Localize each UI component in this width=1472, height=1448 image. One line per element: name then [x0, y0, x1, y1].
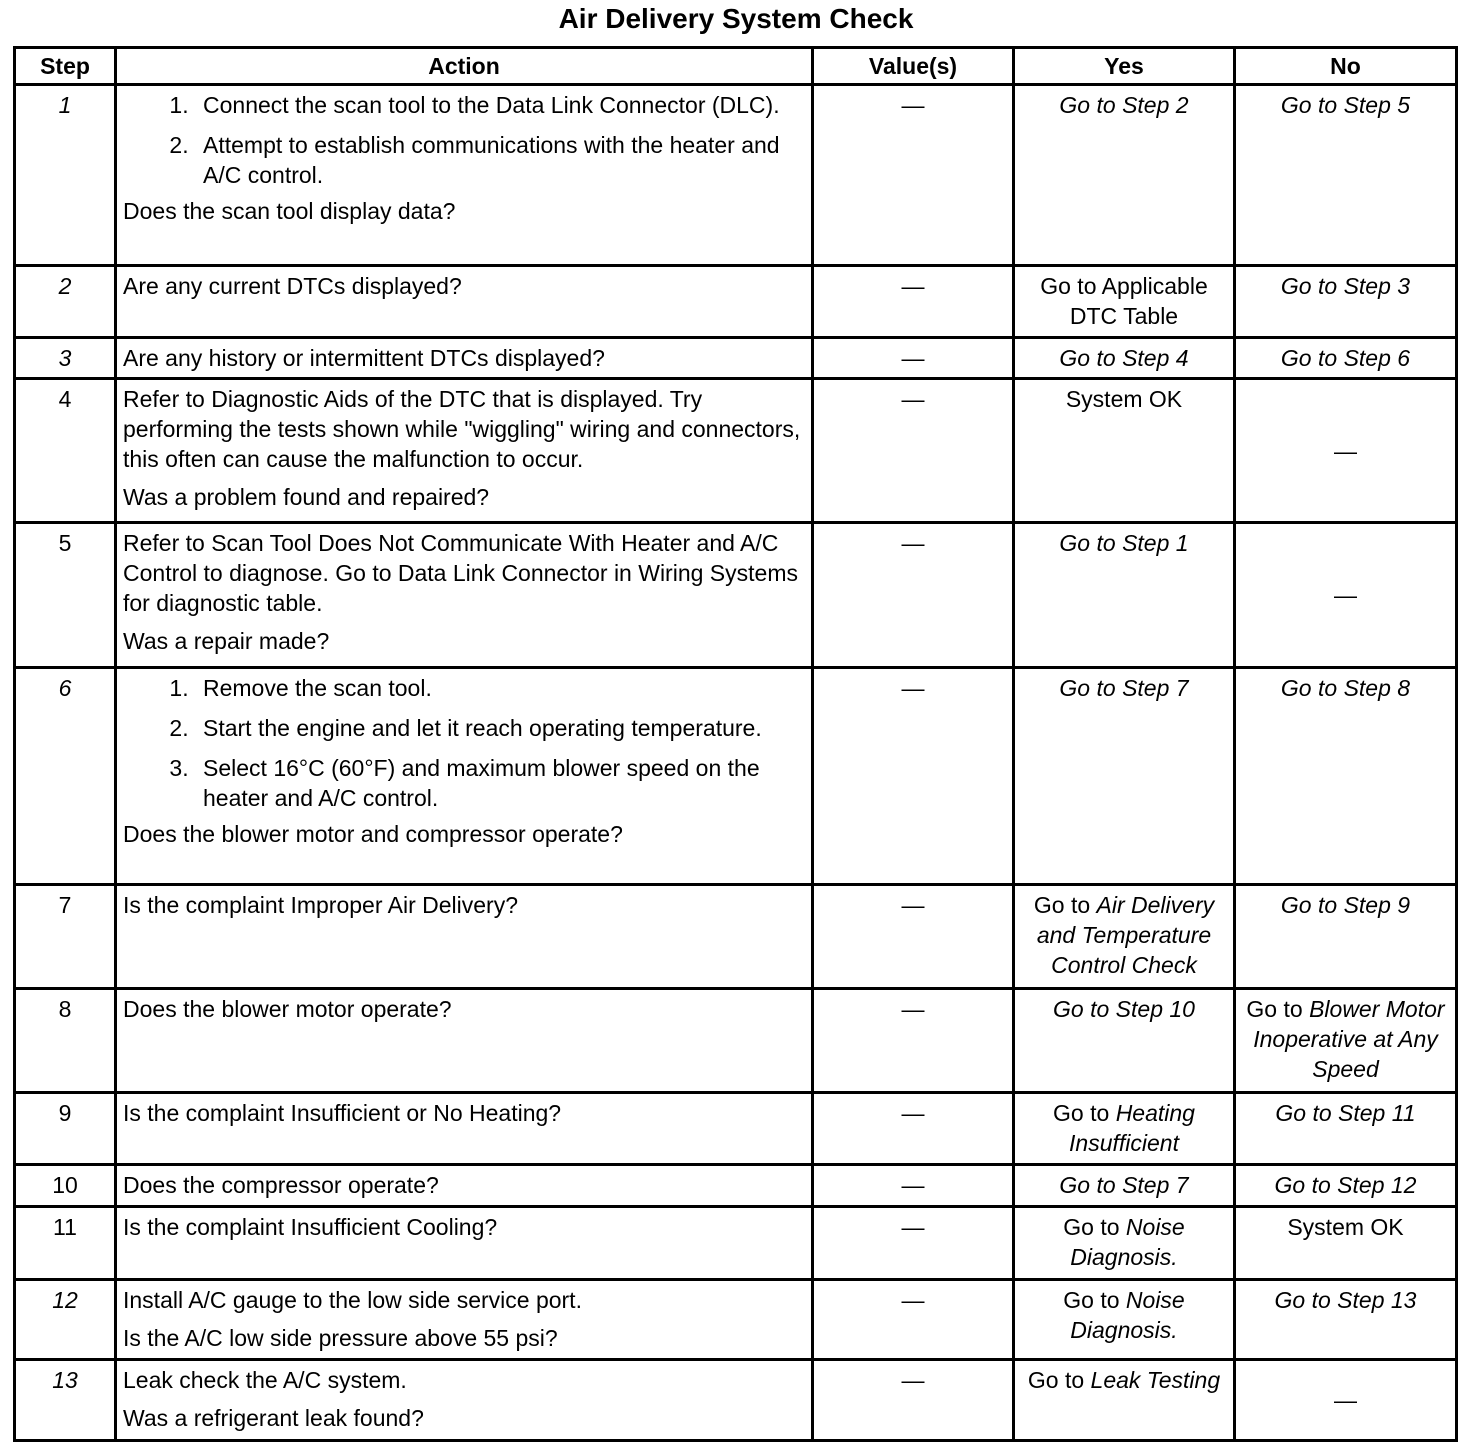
table-row: [15, 338, 1457, 379]
action-step: 2. Start the engine and let it reach operating temperature.: [195, 713, 805, 743]
action-question: Are any history or intermittent DTCs displayed?: [123, 345, 605, 372]
step-number: 11: [15, 1206, 116, 1279]
step-number: 13: [15, 1360, 116, 1441]
action-cell: [116, 1206, 813, 1279]
table-row: [15, 988, 1457, 1093]
no-cell: —: [1235, 379, 1457, 523]
step-number: 1: [15, 85, 116, 266]
action-cell: [116, 885, 813, 989]
yes-link-text: Leak Testing: [1090, 1367, 1221, 1394]
diagnostic-table: [13, 46, 1458, 1442]
action-cell: [116, 988, 813, 1093]
action-step: 1. Remove the scan tool.: [195, 673, 805, 703]
value-cell: [813, 338, 1014, 379]
action-question: Does the blower motor and compressor operate?: [123, 820, 623, 847]
no-cell: System OK: [1235, 1206, 1457, 1279]
action-cell: [116, 523, 813, 668]
table-row: [15, 1206, 1457, 1279]
action-text: Install A/C gauge to the low side service port.: [123, 1287, 582, 1314]
action-cell: [116, 1280, 813, 1360]
action-cell: [116, 338, 813, 379]
header-no: No: [1235, 48, 1457, 85]
action-cell: [116, 85, 813, 266]
value-cell: [813, 265, 1014, 337]
yes-prefix: Go to: [1063, 1213, 1120, 1240]
step-number: 9: [15, 1093, 116, 1165]
page-title: Air Delivery System Check: [558, 3, 914, 34]
action-question: Does the compressor operate?: [123, 1172, 439, 1199]
table-row: [15, 1093, 1457, 1165]
table-row: [15, 1165, 1457, 1206]
table-row: [15, 667, 1457, 884]
value-cell: [813, 885, 1014, 989]
value-cell: [813, 667, 1014, 884]
action-steps: [123, 673, 805, 813]
value-cell: [813, 1360, 1014, 1441]
action-cell: [116, 1360, 813, 1441]
value-dash: —: [901, 892, 925, 919]
no-cell: Go to Step 8: [1235, 667, 1457, 884]
action-step: 3. Select 16°C (60°F) and maximum blower speed on the heater and A/C control.: [195, 753, 805, 813]
header-step: Step: [15, 48, 116, 85]
table-row: [15, 1280, 1457, 1360]
yes-cell: Go to Step 2: [1014, 85, 1235, 266]
yes-cell: [1014, 885, 1235, 989]
yes-cell: Go to Step 10: [1014, 988, 1235, 1093]
value-cell: [813, 523, 1014, 668]
yes-cell: Go to Step 1: [1014, 523, 1235, 668]
yes-prefix: Go to: [1027, 1367, 1085, 1394]
yes-cell: System OK: [1014, 379, 1235, 523]
header-yes: Yes: [1014, 48, 1235, 85]
yes-cell: [1014, 1093, 1235, 1165]
action-question: Is the complaint Insufficient or No Heating?: [123, 1100, 562, 1127]
no-prefix: Go to: [1246, 995, 1303, 1022]
action-step: 2. Attempt to establish communications with the heater and A/C control.: [195, 130, 805, 190]
step-number: 5: [15, 523, 116, 668]
yes-cell: Go to Step 4: [1014, 338, 1235, 379]
step-number: 2: [15, 265, 116, 337]
value-cell: [813, 1280, 1014, 1360]
no-cell: —: [1235, 523, 1457, 668]
action-steps: [123, 90, 805, 190]
step-number: 12: [15, 1280, 116, 1360]
value-dash: —: [901, 674, 925, 701]
value-dash: —: [901, 995, 925, 1022]
header-row: [15, 48, 1457, 85]
value-dash: —: [901, 1213, 925, 1240]
value-cell: [813, 1165, 1014, 1206]
value-dash: —: [901, 1100, 925, 1127]
no-cell: Go to Step 6: [1235, 338, 1457, 379]
table-row: [15, 885, 1457, 989]
table-row: [15, 265, 1457, 337]
yes-link-text: Heating Insufficient: [1069, 1100, 1195, 1157]
action-cell: [116, 1165, 813, 1206]
step-number: 10: [15, 1165, 116, 1206]
action-question: Is the complaint Improper Air Delivery?: [123, 892, 518, 919]
yes-cell: [1014, 1280, 1235, 1360]
no-link-text: Blower Motor Inoperative at Any Speed: [1253, 995, 1445, 1082]
value-dash: —: [901, 1172, 925, 1199]
value-cell: [813, 379, 1014, 523]
yes-prefix: Go to: [1053, 1100, 1110, 1127]
action-step: 1. Connect the scan tool to the Data Link Connector (DLC).: [195, 90, 805, 120]
step-number: 4: [15, 379, 116, 523]
step-number: 8: [15, 988, 116, 1093]
value-dash: —: [901, 345, 925, 372]
value-dash: —: [901, 530, 925, 557]
step-number: 3: [15, 338, 116, 379]
no-cell: Go to Step 3: [1235, 265, 1457, 337]
yes-link-text: Air Delivery and Temperature Control Check: [1036, 892, 1215, 979]
yes-cell: [1014, 1360, 1235, 1441]
value-cell: [813, 1206, 1014, 1279]
action-text: Leak check the A/C system.: [123, 1367, 407, 1394]
table-row: [15, 523, 1457, 668]
step-number: 6: [15, 667, 116, 884]
no-cell: Go to Step 12: [1235, 1165, 1457, 1206]
action-question: Was a refrigerant leak found?: [123, 1405, 424, 1432]
value-dash: —: [901, 1367, 925, 1394]
table-row: [15, 379, 1457, 523]
action-question: Is the A/C low side pressure above 55 psi?: [123, 1325, 558, 1352]
yes-cell: Go to Applicable DTC Table: [1014, 265, 1235, 337]
value-dash: —: [901, 386, 925, 413]
action-question: Was a problem found and repaired?: [123, 484, 490, 511]
value-dash: —: [901, 92, 925, 118]
value-cell: [813, 988, 1014, 1093]
step-number: 7: [15, 885, 116, 989]
table-row: [15, 1360, 1457, 1441]
action-text: Refer to Diagnostic Aids of the DTC that is displayed. Try performing the tests shown while "wiggling" wiring and connectors, this often can cause the malfunction to occur.: [123, 386, 801, 473]
yes-link-text: Noise Diagnosis.: [1070, 1287, 1185, 1344]
no-cell: [1235, 988, 1457, 1093]
header-values: Value(s): [813, 48, 1014, 85]
action-cell: [116, 667, 813, 884]
yes-prefix: Go to: [1033, 892, 1091, 919]
action-question: Is the complaint Insufficient Cooling?: [123, 1213, 498, 1240]
yes-cell: Go to Step 7: [1014, 667, 1235, 884]
yes-cell: [1014, 1206, 1235, 1279]
value-cell: [813, 85, 1014, 266]
no-cell: Go to Step 11: [1235, 1093, 1457, 1165]
value-cell: [813, 1093, 1014, 1165]
action-question: Does the blower motor operate?: [123, 995, 452, 1022]
action-text: Refer to Scan Tool Does Not Communicate With Heater and A/C Control to diagnose. Go to Data Link Connector in Wiring Systems for diagnostic table.: [123, 530, 798, 617]
action-question: Does the scan tool display data?: [123, 198, 456, 224]
no-cell: Go to Step 9: [1235, 885, 1457, 989]
action-cell: [116, 379, 813, 523]
action-question: Was a repair made?: [123, 628, 330, 655]
yes-prefix: Go to: [1063, 1287, 1120, 1314]
no-cell: —: [1235, 1360, 1457, 1441]
no-cell: Go to Step 13: [1235, 1280, 1457, 1360]
action-cell: [116, 265, 813, 337]
table-row: [15, 85, 1457, 266]
action-question: Are any current DTCs displayed?: [123, 272, 462, 299]
action-cell: [116, 1093, 813, 1165]
yes-cell: Go to Step 7: [1014, 1165, 1235, 1206]
header-action: Action: [116, 48, 813, 85]
value-dash: —: [901, 272, 925, 299]
no-cell: Go to Step 5: [1235, 85, 1457, 266]
yes-link-text: Noise Diagnosis.: [1070, 1213, 1185, 1270]
value-dash: —: [901, 1287, 925, 1314]
